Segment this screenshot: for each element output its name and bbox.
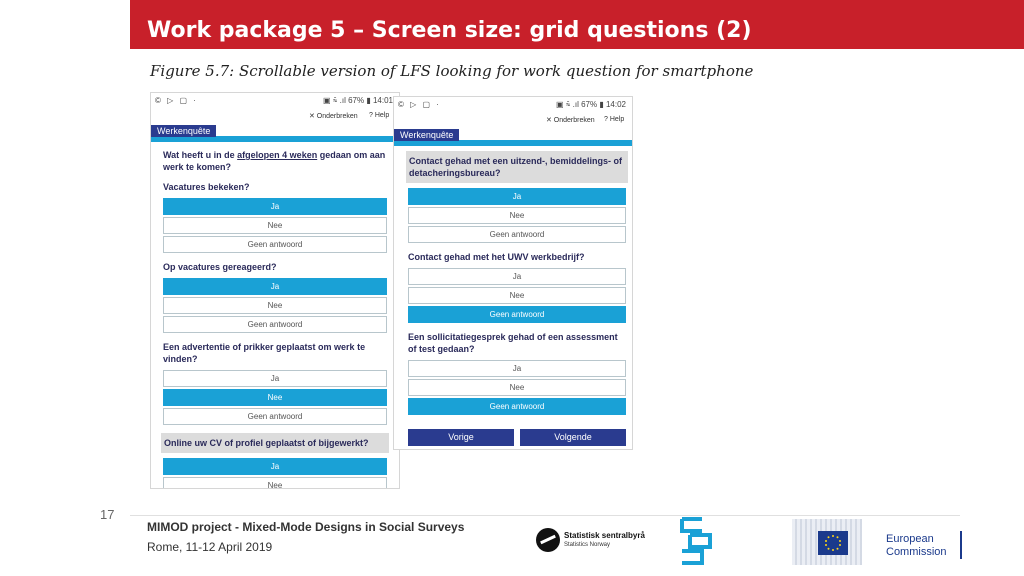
european-commission-logo [790,513,970,567]
question-uitzendbureau: Contact gehad met een uitzend-, bemiddelings- of detacheringsbureau? [406,151,628,183]
status-bar [394,97,632,113]
question-sollicitatiegesprek: Een sollicitatiegesprek gehad of een assessment of test gedaan? [408,332,618,354]
previous-button[interactable]: Vorige [408,429,514,446]
stop-button[interactable]: ✕ Onderbreken [309,113,358,120]
intro-question [163,149,387,173]
option-ja[interactable]: Ja [408,360,626,377]
slide-title: Work package 5 – Screen size: grid questions (2) [147,18,752,43]
action-bar [394,113,632,129]
survey-content [394,151,632,450]
app-bar [394,129,632,145]
ec-line-2: Commission [886,546,947,558]
question-vacatures-bekeken: Vacatures bekeken? [163,182,250,192]
option-ja[interactable]: Ja [408,268,626,285]
question-vacatures-gereageerd: Op vacatures gereageerd? [163,262,277,272]
ssb-name: Statistisk sentralbyrå [564,531,645,540]
phone-screenshot-right [393,96,633,450]
footer-date: Rome, 11-12 April 2019 [147,540,273,554]
cbs-logo-icon [676,513,716,569]
option-nee[interactable]: Nee [408,207,626,224]
help-button[interactable]: ? Help [369,112,390,119]
question-online-cv: Online uw CV of profiel geplaatst of bijgewerkt? [161,433,389,453]
intro-question-pre: Wat heeft u in de [163,150,238,160]
slide-number: 17 [100,507,115,522]
ssb-subtitle: Statistics Norway [564,542,611,548]
ec-name [886,533,947,559]
option-geen-antwoord[interactable]: Geen antwoord [163,316,387,333]
option-ja[interactable]: Ja [163,198,387,215]
question-uwv: Contact gehad met het UWV werkbedrijf? [408,252,585,262]
intro-question-post: gedaan om aan werk te komen? [163,150,386,172]
status-bar [151,93,399,109]
status-icons: © ▷ ▢ · [398,100,441,109]
eu-flag-icon [818,531,848,555]
app-bar [151,125,399,141]
stop-button[interactable]: ✕ Onderbreken [546,117,595,124]
option-geen-antwoord[interactable]: Geen antwoord [408,306,626,323]
next-button[interactable]: Volgende [520,429,626,446]
app-tab[interactable]: Werkenquête [151,125,216,137]
option-nee[interactable]: Nee [163,297,387,314]
help-button[interactable]: ? Help [604,116,625,123]
app-tab[interactable]: Werkenquête [394,129,459,141]
option-ja[interactable]: Ja [408,188,626,205]
nav-row [408,429,626,446]
option-geen-antwoord[interactable]: Geen antwoord [408,226,626,243]
question-advertentie: Een advertentie of prikker geplaatst om werk te vinden? [163,342,366,364]
option-geen-antwoord[interactable]: Geen antwoord [408,398,626,415]
phone-screenshot-left [150,92,400,489]
ec-accent-bar [960,531,962,559]
status-battery-time: ▣ ⩯ .ıl 67% ▮ 14:01 [322,96,393,105]
option-nee[interactable]: Nee [163,477,387,489]
option-nee[interactable]: Nee [408,379,626,396]
action-bar [151,109,399,125]
option-geen-antwoord[interactable]: Geen antwoord [163,408,387,425]
ssb-logo-icon [536,528,560,552]
option-nee[interactable]: Nee [163,217,387,234]
option-geen-antwoord[interactable]: Geen antwoord [163,236,387,253]
figure-caption: Figure 5.7: Scrollable version of LFS looking for work question for smartphone [150,62,754,80]
footer-project: MIMOD project - Mixed-Mode Designs in Social Surveys [147,520,465,534]
ec-line-1: European [886,533,934,545]
survey-content [151,149,399,489]
option-ja[interactable]: Ja [163,458,387,475]
status-icons: © ▷ ▢ · [155,96,198,105]
option-ja[interactable]: Ja [163,278,387,295]
intro-question-link: afgelopen 4 weken [237,150,318,160]
status-battery-time: ▣ ⩯ .ıl 67% ▮ 14:02 [555,100,626,109]
option-nee[interactable]: Nee [408,287,626,304]
option-ja[interactable]: Ja [163,370,387,387]
option-nee[interactable]: Nee [163,389,387,406]
